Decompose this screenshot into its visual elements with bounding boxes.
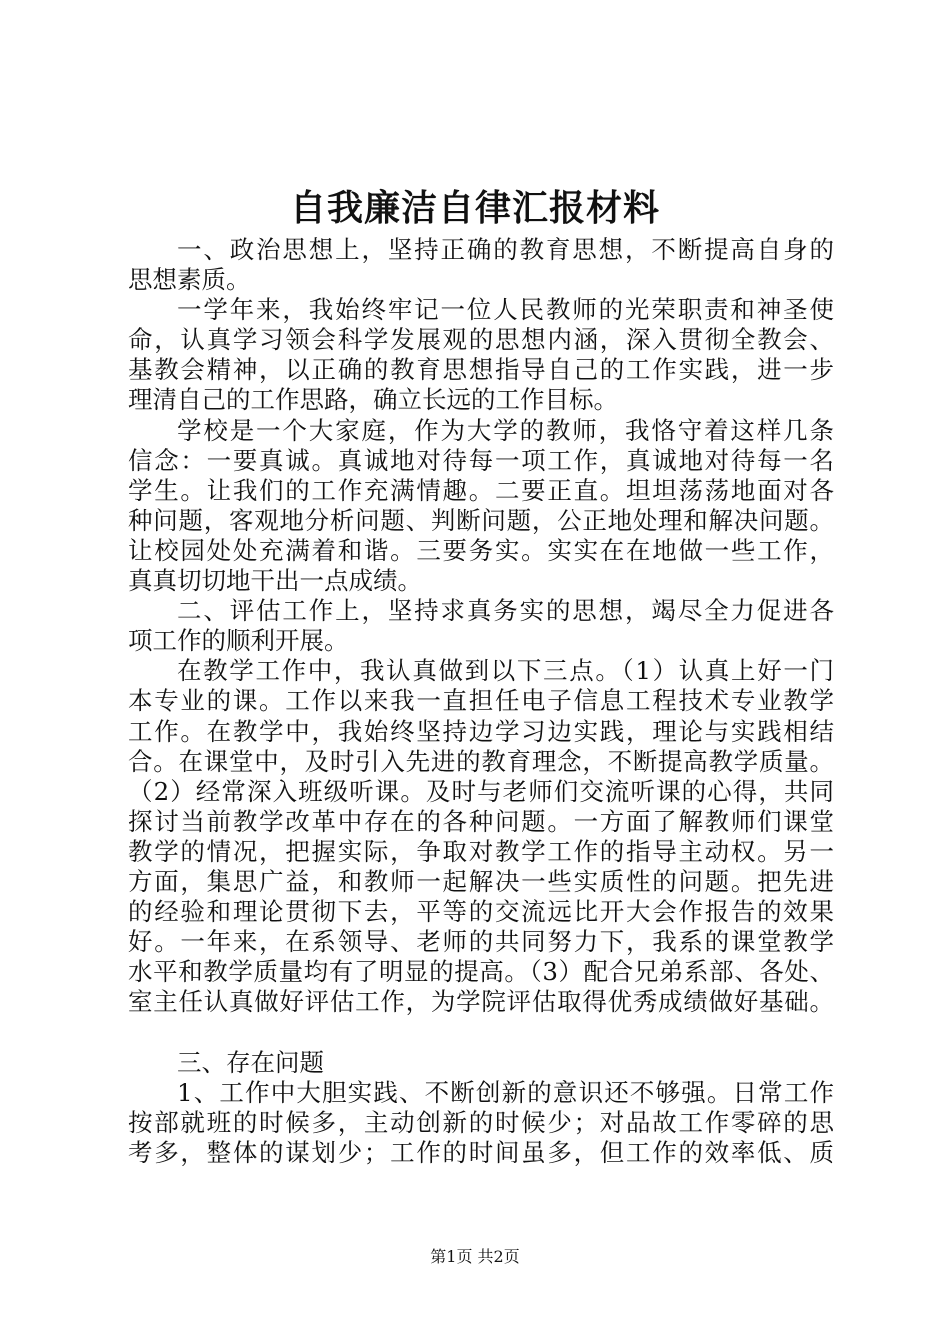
text-line: 一学年来，我始终牢记一位人民教师的光荣职责和神圣使 (177, 295, 834, 325)
text-line: 学校是一个大家庭，作为大学的教师，我恪守着这样几条 (177, 415, 834, 445)
text-line: 的经验和理论贯彻下去，平等的交流远比开大会作报告的效果 (128, 897, 834, 927)
blank-line (128, 1017, 834, 1047)
text-line: 在教学工作中，我认真做到以下三点。（1）认真上好一门 (177, 656, 834, 686)
text-line: 按部就班的时候多，主动创新的时候少；对品故工作零碎的思 (128, 1107, 834, 1137)
text-line: 教学的情况，把握实际，争取对教学工作的指导主动权。另一 (128, 836, 834, 866)
text-line: 水平和教学质量均有了明显的提高。（3）配合兄弟系部、各处、 (128, 957, 834, 987)
text-line: 二、评估工作上，坚持求真务实的思想，竭尽全力促进各 (177, 596, 834, 626)
page-footer: 第1页 共2页 (430, 1247, 520, 1266)
text-line: 好。一年来，在系领导、老师的共同努力下，我系的课堂教学 (128, 927, 834, 957)
document-title: 自我廉洁自律汇报材料 (289, 187, 660, 229)
document-body (128, 235, 834, 1168)
text-line: 1、工作中大胆实践、不断创新的意识还不够强。日常工作 (177, 1077, 834, 1107)
text-line: 工作。在教学中，我始终坚持边学习边实践，理论与实践相结 (128, 716, 834, 746)
text-line: 让校园处处充满着和谐。三要务实。实实在在地做一些工作， (128, 535, 834, 565)
text-line: 学生。让我们的工作充满情趣。二要正直。坦坦荡荡地面对各 (128, 475, 834, 505)
text-line: 真真切切地干出一点成绩。 (128, 566, 422, 596)
text-line: 探讨当前教学改革中存在的各种问题。一方面了解教师们课堂 (128, 806, 834, 836)
text-line: 种问题，客观地分析问题、判断问题，公正地处理和解决问题。 (128, 505, 834, 535)
text-line: （2）经常深入班级听课。及时与老师们交流听课的心得，共同 (128, 776, 834, 806)
text-line: 本专业的课。工作以来我一直担任电子信息工程技术专业教学 (128, 686, 834, 716)
text-line: 方面，集思广益，和教师一起解决一些实质性的问题。把先进 (128, 866, 834, 896)
text-line: 思想素质。 (128, 265, 251, 295)
text-line: 理清自己的工作思路，确立长远的工作目标。 (128, 385, 618, 415)
text-line: 项工作的顺利开展。 (128, 626, 349, 656)
text-line: 一、政治思想上，坚持正确的教育思想，不断提高自身的 (177, 235, 834, 264)
text-line: 合。在课堂中，及时引入先进的教育理念，不断提高教学质量。 (128, 746, 834, 776)
section-heading: 三、存在问题 (177, 1047, 324, 1077)
text-line: 考多，整体的谋划少；工作的时间虽多，但工作的效率低、质 (128, 1137, 834, 1167)
text-line: 基教会精神，以正确的教育思想指导自己的工作实践，进一步 (128, 355, 834, 385)
text-line: 命，认真学习领会科学发展观的思想内涵，深入贯彻全教会、 (128, 325, 834, 355)
text-line: 信念：一要真诚。真诚地对待每一项工作，真诚地对待每一名 (128, 445, 834, 475)
text-line: 室主任认真做好评估工作，为学院评估取得优秀成绩做好基础。 (128, 987, 834, 1017)
